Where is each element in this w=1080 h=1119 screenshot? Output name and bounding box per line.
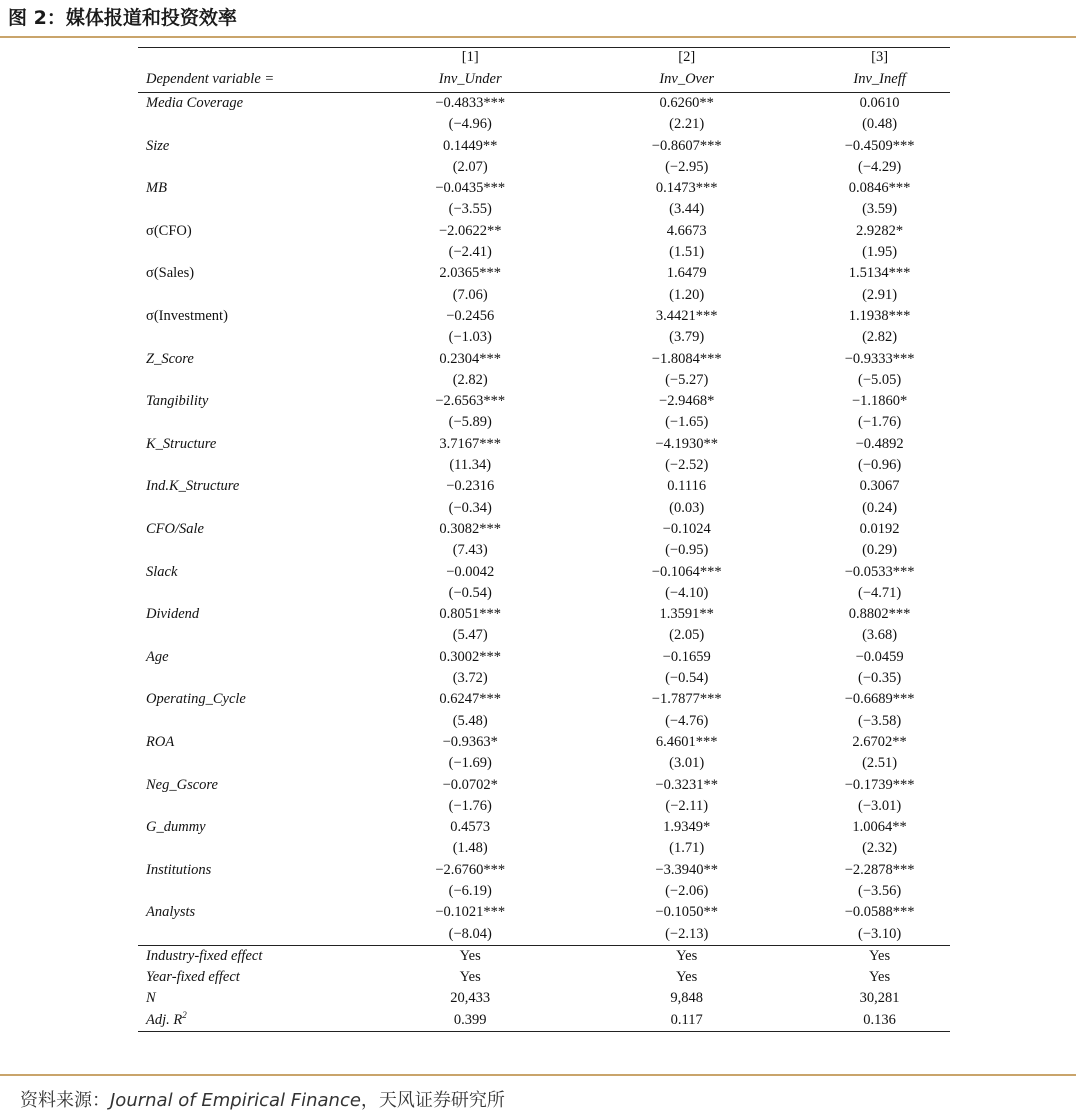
variable-label: σ(Sales) [146, 265, 195, 282]
variable-label: Media Coverage [146, 95, 244, 111]
tstat-row-cell-1: (−1.69) [448, 755, 492, 772]
tstat-row-cell-3: (0.29) [862, 542, 898, 559]
coef-row [138, 732, 950, 753]
tstat-spacer [138, 668, 376, 689]
tstat-spacer [138, 285, 376, 306]
adj-r2-label [138, 1010, 376, 1032]
coef-row-cell-2: −2.9468* [659, 393, 715, 410]
tstat-spacer [138, 327, 376, 348]
coef-row [138, 562, 950, 583]
tstat-row [138, 327, 950, 348]
variable-label: Dividend [146, 606, 200, 623]
tstat-row [138, 753, 950, 774]
variable-label: K_Structure [146, 435, 217, 452]
adj-r2-row-cell-1: 0.399 [376, 1010, 564, 1032]
dependent-variable-row [138, 66, 950, 93]
footer-row-cell-3: Yes [869, 969, 891, 986]
coef-row-cell-3: −0.6689*** [844, 691, 915, 708]
tstat-spacer [138, 583, 376, 604]
dep-var-1: Inv_Under [376, 66, 564, 93]
tstat-row-cell-2: (−2.11) [665, 797, 709, 814]
tstat-row-cell-1: (−5.89) [448, 414, 492, 431]
coef-row [138, 93, 950, 115]
tstat-row [138, 157, 950, 178]
tstat-row-cell-1: (5.47) [452, 627, 488, 644]
tstat-row-cell-3: (−3.58) [857, 712, 902, 729]
tstat-row-cell-1: (−0.54) [448, 584, 492, 601]
footer-row-cell-1: Yes [459, 969, 481, 986]
footer-row-cell-2: Yes [564, 945, 809, 967]
column-number-row [138, 48, 950, 67]
tstat-row-cell-2: (3.79) [669, 329, 705, 346]
coef-row-cell-3: −0.0459 [855, 648, 904, 665]
source-note [20, 1086, 505, 1112]
adj-r2-row [138, 1010, 950, 1032]
coef-row-cell-1: 0.6247*** [439, 691, 502, 708]
tstat-row-cell-3: (−3.01) [857, 797, 902, 814]
tstat-spacer [138, 199, 376, 220]
tstat-spacer [138, 796, 376, 817]
coef-row-cell-2: −1.7877*** [651, 691, 722, 708]
variable-label: Neg_Gscore [146, 776, 218, 793]
tstat-row-cell-2: (−0.95) [665, 542, 709, 559]
tstat-spacer [138, 540, 376, 561]
tstat-row-cell-2: (−4.76) [665, 712, 709, 729]
tstat-spacer [138, 711, 376, 732]
tstat-row-cell-2: (1.71) [669, 840, 705, 857]
coef-row-cell-1: 0.4573 [450, 819, 491, 836]
coef-row-cell-3: 0.0846*** [848, 180, 911, 197]
coef-row [138, 136, 950, 157]
coef-row-cell-1: −0.4833*** [435, 95, 506, 111]
coef-row-cell-3: −0.1739*** [844, 776, 915, 793]
variable-label: Institutions [146, 861, 212, 878]
tstat-spacer [138, 498, 376, 519]
figure-title: 图 2：媒体报道和投资效率 [8, 7, 237, 29]
tstat-row [138, 583, 950, 604]
coef-row [138, 221, 950, 242]
coef-row [138, 391, 950, 412]
coef-row-cell-1: −0.2316 [446, 478, 495, 495]
coef-row-cell-3: 2.9282* [856, 222, 904, 239]
col-number-3: [3] [809, 48, 950, 67]
coef-row [138, 178, 950, 199]
tstat-row-cell-3: (3.59) [862, 201, 898, 218]
tstat-row-cell-3: (−0.35) [857, 670, 902, 687]
tstat-row-cell-3: (−1.76) [857, 414, 902, 431]
tstat-row-cell-3: (2.91) [862, 286, 898, 303]
tstat-row [138, 668, 950, 689]
coef-row-cell-1: −0.0702* [442, 776, 498, 793]
coef-row-cell-1: 0.2304*** [439, 350, 502, 367]
footer-row-cell-2: Yes [676, 969, 698, 986]
coef-row-cell-3: 1.5134*** [848, 265, 911, 282]
tstat-row-cell-3: (−3.56) [857, 882, 902, 899]
coef-row-cell-1: 0.3002*** [439, 648, 502, 665]
tstat-row [138, 540, 950, 561]
coef-row-cell-1: 0.8051*** [439, 606, 502, 623]
tstat-row [138, 370, 950, 391]
variable-label: σ(CFO) [146, 222, 192, 239]
tstat-spacer [138, 242, 376, 263]
coef-row-cell-3: 1.0064** [852, 819, 907, 836]
coef-row-cell-3: 0.0610 [859, 95, 900, 111]
tstat-row [138, 924, 950, 946]
tstat-row [138, 242, 950, 263]
tstat-row [138, 625, 950, 646]
tstat-row-cell-2: (3.44) [669, 201, 705, 218]
tstat-spacer [138, 838, 376, 859]
tstat-spacer [138, 753, 376, 774]
tstat-row-cell-3: (−4.71) [857, 584, 902, 601]
variable-label: Ind.K_Structure [146, 478, 240, 495]
variable-label: σ(Investment) [146, 307, 228, 324]
tstat-row-cell-3: (2.51) [862, 755, 898, 772]
tstat-row-cell-2: (−2.52) [665, 457, 709, 474]
coef-row-cell-1: 3.7167*** [439, 435, 502, 452]
tstat-row [138, 498, 950, 519]
tstat-row-cell-1: (3.72) [452, 670, 488, 687]
tstat-row-cell-1: (1.48) [452, 840, 488, 857]
coef-row-cell-3: −0.9333*** [844, 350, 915, 367]
tstat-row-cell-2: (−5.27) [665, 371, 709, 388]
regression-table [138, 47, 950, 1032]
coef-row-cell-1: −0.0435*** [435, 180, 506, 197]
coef-row-cell-2: 0.6260** [659, 95, 714, 111]
tstat-row-cell-2: (1.20) [669, 286, 705, 303]
coef-row-cell-2: 1.3591** [659, 606, 714, 623]
variable-label: Age [146, 648, 169, 665]
tstat-row-cell-2: (1.51) [669, 244, 705, 261]
variable-label: Size [146, 137, 170, 154]
dep-var-3: Inv_Ineff [809, 66, 950, 93]
coef-row-cell-1: −2.6563*** [435, 393, 506, 410]
coef-row [138, 476, 950, 497]
coef-row [138, 434, 950, 455]
coef-row [138, 349, 950, 370]
top-divider [0, 36, 1076, 38]
coef-row-cell-1: 2.0365*** [439, 265, 502, 282]
tstat-row [138, 711, 950, 732]
coef-row-cell-2: 1.6479 [666, 265, 707, 282]
coef-row-cell-2: −0.8607*** [651, 137, 722, 154]
tstat-row-cell-1: (−3.55) [448, 201, 492, 218]
coef-row-cell-2: −0.1050** [655, 904, 718, 921]
tstat-spacer [138, 157, 376, 178]
coef-row [138, 775, 950, 796]
coef-row-cell-3: 2.6702** [852, 733, 907, 750]
tstat-row [138, 881, 950, 902]
tstat-row-cell-1: (−1.76) [448, 797, 492, 814]
tstat-row-cell-2: (−2.95) [665, 158, 709, 175]
footer-row-cell-1: Yes [376, 945, 564, 967]
variable-label: CFO/Sale [146, 520, 204, 537]
coef-row-cell-1: 0.3082*** [439, 520, 502, 537]
tstat-row [138, 838, 950, 859]
adj-r2-superscript: 2 [182, 1009, 187, 1020]
coef-row [138, 689, 950, 710]
tstat-row [138, 455, 950, 476]
source-prefix: 资料来源： [20, 1090, 110, 1111]
coef-row [138, 860, 950, 881]
variable-label: Year-fixed effect [146, 969, 240, 986]
footer-row-cell-1: 20,433 [450, 990, 491, 1007]
variable-label: Analysts [146, 904, 196, 921]
tstat-row-cell-1: (7.06) [452, 286, 488, 303]
tstat-row-cell-2: (−0.54) [665, 670, 709, 687]
dependent-variable-label: Dependent variable = [138, 66, 376, 93]
tstat-row-cell-1: (−4.96) [448, 116, 492, 133]
coef-row-cell-2: −4.1930** [655, 435, 718, 452]
source-suffix: ，天风证券研究所 [360, 1090, 505, 1111]
coef-row-cell-3: −0.4892 [855, 435, 904, 452]
coef-row-cell-2: 1.9349* [663, 819, 711, 836]
coef-row-cell-3: 0.3067 [859, 478, 900, 495]
coef-row-cell-2: 3.4421*** [655, 307, 718, 324]
coef-row [138, 306, 950, 327]
coef-row-cell-1: −0.0042 [446, 563, 495, 580]
coef-row-cell-2: −3.3940** [655, 861, 718, 878]
tstat-spacer [138, 924, 376, 946]
tstat-row-cell-1: (−2.41) [448, 244, 492, 261]
tstat-row-cell-1: (2.82) [452, 371, 488, 388]
coef-row-cell-1: −0.2456 [446, 307, 495, 324]
footer-row-cell-3: 30,281 [859, 990, 900, 1007]
tstat-row-cell-2: (0.03) [669, 499, 705, 516]
coef-row-cell-1: −0.9363* [442, 733, 498, 750]
tstat-row-cell-1: (−0.34) [448, 499, 492, 516]
coef-row-cell-1: −0.1021*** [435, 904, 506, 921]
tstat-row-cell-3: (−4.29) [857, 158, 902, 175]
coef-row [138, 519, 950, 540]
tstat-row-cell-3: (−3.10) [857, 925, 902, 942]
variable-label: Tangibility [146, 393, 209, 410]
coef-row-cell-2: −0.1659 [662, 648, 711, 665]
tstat-row-cell-2: (2.05) [669, 627, 705, 644]
coef-row-cell-3: −0.0588*** [844, 904, 915, 921]
tstat-row-cell-2: (−4.10) [665, 584, 709, 601]
tstat-row-cell-3: (3.68) [862, 627, 898, 644]
coef-row-cell-1: 0.1449** [443, 137, 498, 154]
footer-row [138, 988, 950, 1009]
tstat-row [138, 796, 950, 817]
adj-r2-text: Adj. R [146, 1011, 183, 1028]
coef-row [138, 902, 950, 923]
tstat-row-cell-2: (−1.65) [665, 414, 709, 431]
coef-row [138, 604, 950, 625]
adj-r2-row-cell-3: 0.136 [809, 1010, 950, 1032]
coef-row-cell-3: 0.8802*** [848, 606, 911, 623]
dep-var-2: Inv_Over [564, 66, 809, 93]
adj-r2-row-cell-2: 0.117 [564, 1010, 809, 1032]
tstat-row-cell-3: (0.48) [862, 116, 898, 133]
tstat-row-cell-2: (−2.06) [665, 882, 709, 899]
tstat-row-cell-3: (0.24) [862, 499, 898, 516]
coef-row-cell-2: −1.8084*** [651, 350, 722, 367]
coef-row-cell-3: −0.4509*** [844, 137, 915, 154]
coef-row-cell-2: −0.1064*** [651, 563, 722, 580]
coef-row-cell-3: −1.1860* [851, 393, 908, 410]
variable-label: MB [146, 180, 167, 197]
coef-row [138, 647, 950, 668]
coef-row-cell-3: −2.2878*** [844, 861, 915, 878]
tstat-row-cell-3: (−5.05) [857, 371, 902, 388]
tstat-row-cell-3: (−0.96) [857, 457, 902, 474]
coef-row-cell-2: −0.1024 [662, 520, 711, 537]
tstat-row [138, 199, 950, 220]
variable-label: ROA [146, 733, 175, 750]
variable-label: Z_Score [146, 350, 194, 367]
variable-label: Operating_Cycle [146, 691, 246, 708]
coef-row-cell-2: −0.3231** [655, 776, 718, 793]
coef-row-cell-2: 4.6673 [666, 222, 707, 239]
tstat-row [138, 114, 950, 135]
tstat-row-cell-1: (11.34) [449, 457, 492, 474]
footer-row-cell-2: 9,848 [670, 990, 703, 1007]
tstat-row-cell-1: (5.48) [452, 712, 488, 729]
tstat-spacer [138, 412, 376, 433]
tstat-row-cell-1: (−1.03) [448, 329, 492, 346]
tstat-row-cell-2: (−2.13) [665, 925, 709, 942]
tstat-spacer [138, 455, 376, 476]
tstat-row-cell-1: (7.43) [452, 542, 488, 559]
col-number-1: [1] [376, 48, 564, 67]
coef-row-cell-2: 0.1116 [667, 478, 707, 495]
tstat-row-cell-1: (2.07) [452, 158, 488, 175]
footer-row-cell-3: Yes [809, 945, 950, 967]
tstat-spacer [138, 370, 376, 391]
footer-row [138, 967, 950, 988]
variable-label: Slack [146, 563, 178, 580]
tstat-row-cell-1: (−8.04) [448, 925, 492, 942]
coef-row-cell-2: 6.4601*** [655, 733, 718, 750]
bottom-divider [0, 1074, 1076, 1076]
coef-row-cell-3: 1.1938*** [848, 307, 911, 324]
tstat-spacer [138, 881, 376, 902]
coef-row-cell-3: −0.0533*** [844, 563, 915, 580]
tstat-spacer [138, 625, 376, 646]
tstat-row-cell-2: (2.21) [669, 116, 705, 133]
tstat-row-cell-1: (−6.19) [448, 882, 492, 899]
variable-label: Industry-fixed effect [138, 945, 376, 967]
tstat-spacer [138, 114, 376, 135]
variable-label: G_dummy [146, 819, 206, 836]
variable-label: N [146, 990, 156, 1007]
coef-row-cell-2: 0.1473*** [655, 180, 718, 197]
tstat-row-cell-3: (1.95) [862, 244, 898, 261]
tstat-row-cell-3: (2.82) [862, 329, 898, 346]
col-number-2: [2] [564, 48, 809, 67]
coef-row-cell-3: 0.0192 [859, 520, 900, 537]
source-journal: Journal of Empirical Finance [110, 1090, 361, 1111]
footer-row [138, 945, 950, 967]
tstat-row [138, 285, 950, 306]
coef-row [138, 817, 950, 838]
tstat-row-cell-2: (3.01) [669, 755, 705, 772]
coef-row-cell-1: −2.0622** [438, 222, 502, 239]
tstat-row [138, 412, 950, 433]
tstat-row-cell-3: (2.32) [862, 840, 898, 857]
coef-row [138, 263, 950, 284]
coef-row-cell-1: −2.6760*** [435, 861, 506, 878]
